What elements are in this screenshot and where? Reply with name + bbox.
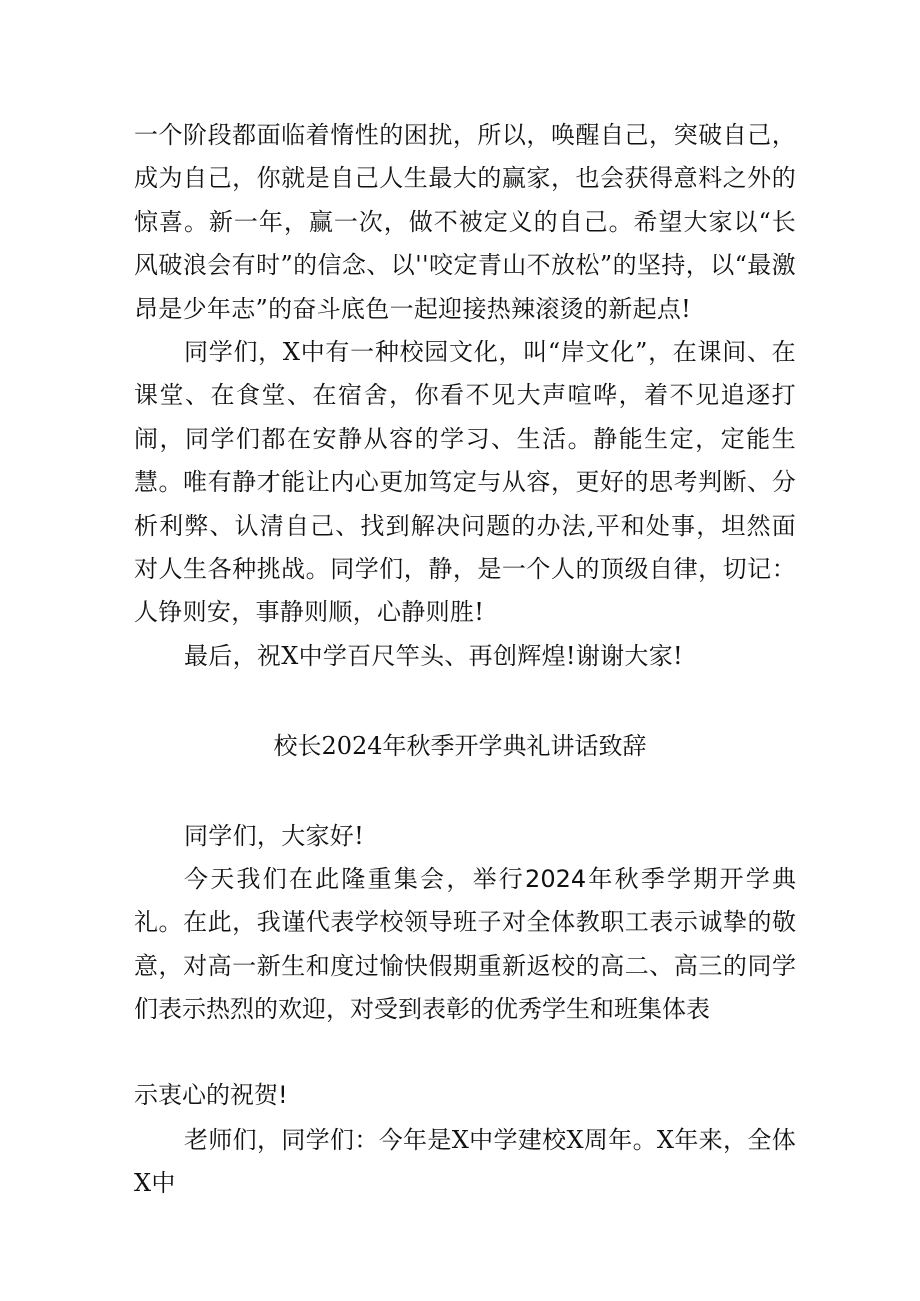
paragraph-intro-continued: 示衷心的祝贺! [134,1081,288,1109]
paragraph-continued: 一个阶段都面临着惰性的困扰，所以，唤醒自己，突破自己，成为自己，你就是自己人生最大的赢家，也会获得意料之外的惊喜。新一年，赢一次，做不被定义的自己。希望大家以“长风破浪会有时”的信念、以''咬定青山不放松”的坚持，以“最激昂是少年志”的奋斗底色一起迎接热辣滚烫的新起点! [134,121,796,323]
paragraph-intro: 今天我们在此隆重集会，举行2024年秋季学期开学典礼。在此，我谨代表学校领导班子对全体教职工表示诚挚的敬意，对高一新生和度过愉快假期重新返校的高二、高三的同学们表示热烈的欢迎，对受到表彰的优秀学生和班集体表 [134,865,796,1024]
speech-title: 校长2024年秋季开学典礼讲话致辞 [273,732,647,760]
paragraph-teachers: 老师们，同学们：今年是X中学建校X周年。X年来，全体X中 [134,1126,796,1198]
speech-greeting: 同学们，大家好! [184,822,365,850]
paragraph-closing: 最后，祝X中学百尺竿头、再创辉煌!谢谢大家! [184,642,683,670]
paragraph-campus-culture: 同学们，X中有一种校园文化，叫“岸文化”，在课间、在课堂、在食堂、在宿舍，你看不见大声喧哗，着不见追逐打闹，同学们都在安静从容的学习、生活。静能生定，定能生慧。唯有静才能让内心更加笃定与从容，更好的思考判断、分析利弊、认清自己、找到解决问题的办法,平和处事，坦然面对人生各种挑战。同学们，静，是一个人的顶级自律，切记：人铮则安，事静则顺，心静则胜! [134,338,796,627]
